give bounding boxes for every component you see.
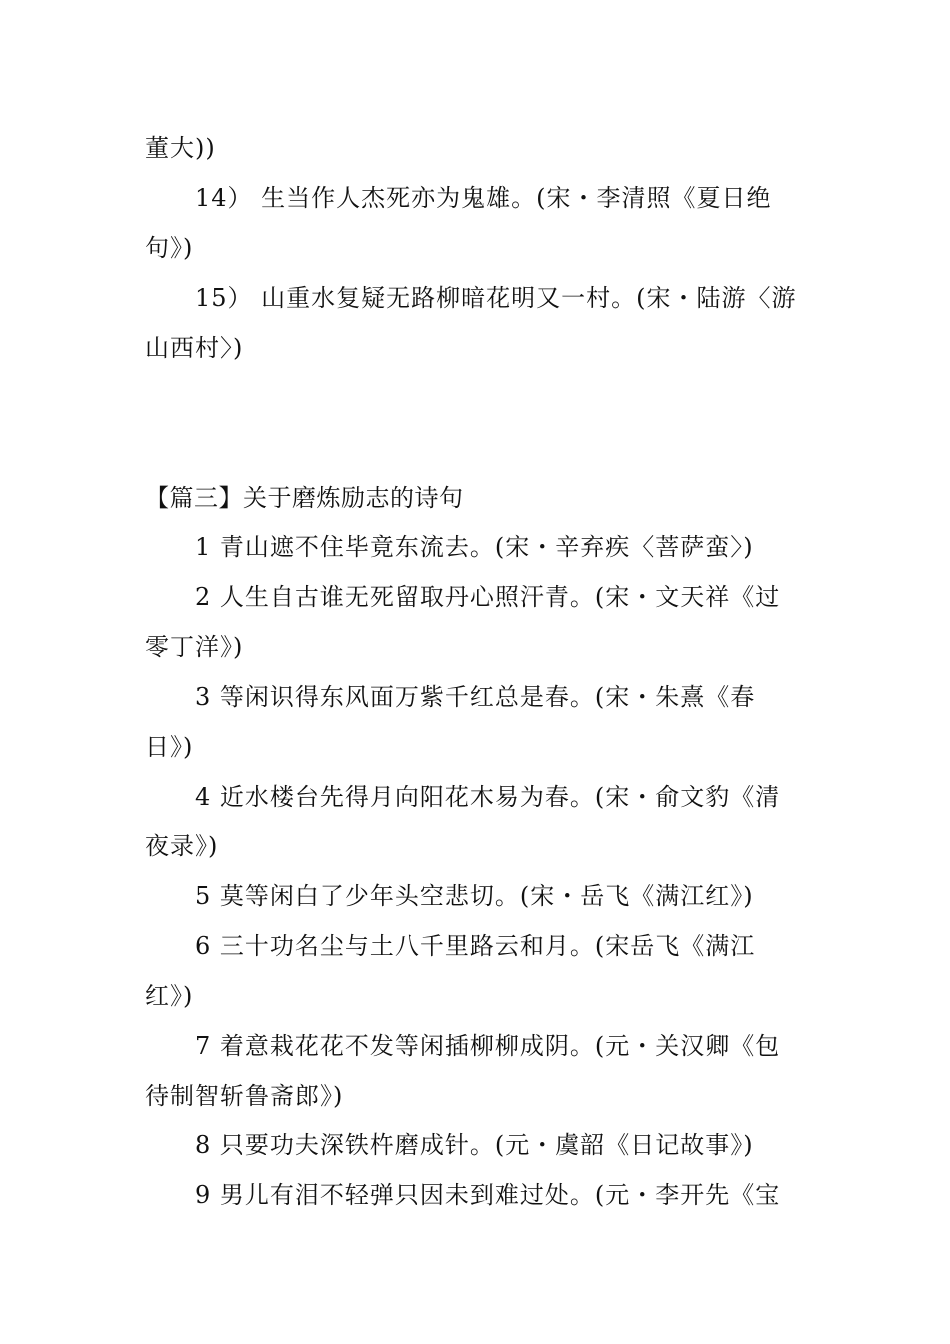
prev-poem-tail-line: 董大)) bbox=[145, 134, 216, 162]
poem-line-3: 3 等闲识得东风面万紫千红总是春。(宋・朱熹《春 bbox=[195, 683, 756, 711]
poem-line-8: 8 只要功夫深铁杵磨成针。(元・虞韶《日记故事》) bbox=[195, 1131, 754, 1159]
poem-line-4-cont: 夜录》) bbox=[145, 832, 219, 860]
poem-line-6: 6 三十功名尘与土八千里路云和月。(宋岳飞《满江 bbox=[195, 932, 756, 960]
poem-line-6-cont: 红》) bbox=[145, 982, 194, 1010]
poem-line-9: 9 男儿有泪不轻弹只因未到难过处。(元・李开先《宝 bbox=[195, 1181, 781, 1209]
poem-line-2-cont: 零丁洋》) bbox=[145, 633, 244, 661]
section-heading: 【篇三】关于磨炼励志的诗句 bbox=[145, 484, 464, 512]
poem-line-3-cont: 日》) bbox=[145, 733, 194, 761]
poem-line-5: 5 莫等闲白了少年头空悲切。(宋・岳飞《满江红》) bbox=[195, 882, 754, 910]
poem-line-14-cont: 句》) bbox=[145, 234, 194, 262]
poem-line-7: 7 着意栽花花不发等闲插柳柳成阴。(元・关汉卿《包 bbox=[195, 1032, 781, 1060]
poem-line-15-cont: 山西村〉) bbox=[145, 334, 244, 362]
poem-line-2: 2 人生自古谁无死留取丹心照汗青。(宋・文天祥《过 bbox=[195, 583, 781, 611]
poem-line-14: 14） 生当作人杰死亦为鬼雄。(宋・李清照《夏日绝 bbox=[195, 184, 772, 212]
poem-line-15: 15） 山重水复疑无路柳暗花明又一村。(宋・陆游〈游 bbox=[195, 284, 797, 312]
poem-line-4: 4 近水楼台先得月向阳花木易为春。(宋・俞文豹《清 bbox=[195, 783, 781, 811]
poem-line-1: 1 青山遮不住毕竟东流去。(宋・辛弃疾〈菩萨蛮〉) bbox=[195, 533, 754, 561]
poem-line-7-cont: 待制智斩鲁斋郎》) bbox=[145, 1082, 344, 1110]
